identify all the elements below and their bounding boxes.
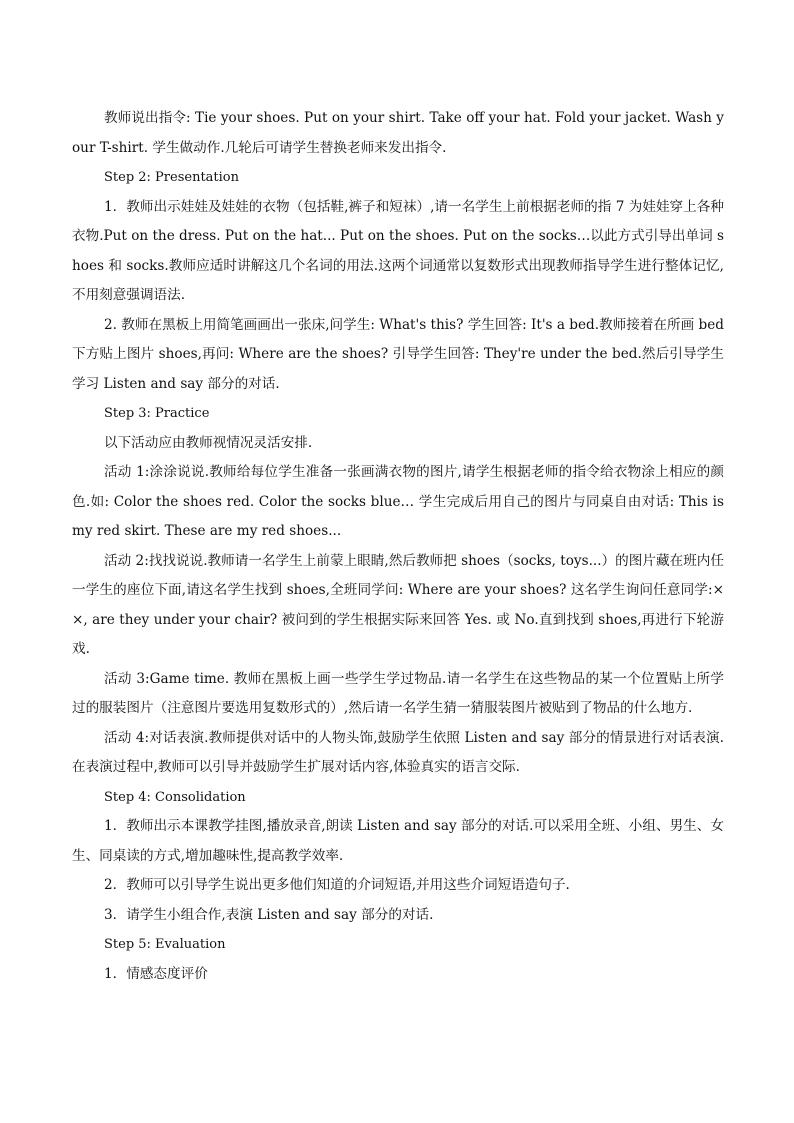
paragraph-instructions: 教师说出指令: Tie your shoes. Put on your shirt. Take off your hat. Fold your jacket. Wash your T-shirt. 学生做动作.几轮后可请学生替换老师来发出指令. bbox=[72, 110, 724, 156]
paragraph-activity-1: 活动 1:涂涂说说.教师给每位学生准备一张画满衣物的图片,请学生根据老师的指令给衣物涂上相应的颜色.如: Color the shoes red. Color the socks blue… 学生完成后用自己的图片与同桌自由对话: This is my red skirt. These are my red shoes... bbox=[72, 464, 724, 539]
step-heading-consolidation: Step 4: Consolidation bbox=[104, 789, 246, 805]
document-page bbox=[72, 104, 724, 989]
paragraph-activity-4: 活动 4:对话表演.教师提供对话中的人物头饰,鼓励学生依照 Listen and say 部分的情景进行对话表演.在表演过程中,教师可以引导并鼓励学生扩展对话内容,体验真实的语言交际. bbox=[72, 729, 724, 775]
step-heading-practice: Step 3: Practice bbox=[104, 406, 210, 421]
paragraph-practice-intro: 以下活动应由教师视情况灵活安排. bbox=[104, 434, 313, 451]
paragraph-consolidation-1: 1．教师出示本课教学挂图,播放录音,朗读 Listen and say 部分的对话.可以采用全班、小组、男生、女生、同桌读的方式,增加趣味性,提高教学效率. bbox=[72, 818, 725, 864]
paragraph-consolidation-3: 3．请学生小组合作,表演 Listen and say 部分的对话. bbox=[104, 906, 434, 923]
step-heading-presentation: Step 2: Presentation bbox=[104, 170, 240, 185]
paragraph-consolidation-2: 2．教师可以引导学生说出更多他们知道的介词短语,并用这些介词短语造句子. bbox=[104, 877, 570, 893]
step-heading-evaluation: Step 5: Evaluation bbox=[104, 937, 226, 952]
paragraph-presentation-1: 1．教师出示娃娃及娃娃的衣物（包括鞋,裤子和短袜）,请一名学生上前根据老师的指 7 为娃娃穿上各种衣物.Put on the dress. Put on the hat... Put on the shoes. Put on the socks…以此方式引导出单词 shoes 和 socks.教师应适时讲解这几个名词的用法.这两个词通常以复数形式出现教师指导学生进行整体记忆,不用刻意强调语法. bbox=[72, 198, 724, 303]
paragraph-activity-3: 活动 3:Game time. 教师在黑板上画一些学生学过物品.请一名学生在这些物品的某一个位置贴上所学过的服装图片（注意图片要选用复数形式的）,然后请一名学生猜一猜服装图片被贴到了物品的什么地方. bbox=[72, 670, 724, 716]
paragraph-evaluation-1: 1．情感态度评价 bbox=[104, 965, 208, 982]
paragraph-activity-2: 活动 2:找找说说.教师请一名学生上前蒙上眼睛,然后教师把 shoes（socks, toys...）的图片藏在班内任一学生的座位下面,请这名学生找到 shoes,全班同学问: Where are your shoes? 这名学生询问任意同学:××, are they under your chair? 被问到的学生根据实际来回答 Yes. 或 No.直到找到 shoes,再进行下轮游戏. bbox=[72, 552, 724, 657]
paragraph-presentation-2: 2. 教师在黑板上用简笔画画出一张床,问学生: What's this? 学生回答: It's a bed.教师接着在所画 bed 下方贴上图片 shoes,再问: Where are the shoes? 引导学生回答: They're under the bed.然后引导学生学习 Listen and say 部分的对话. bbox=[72, 316, 724, 392]
